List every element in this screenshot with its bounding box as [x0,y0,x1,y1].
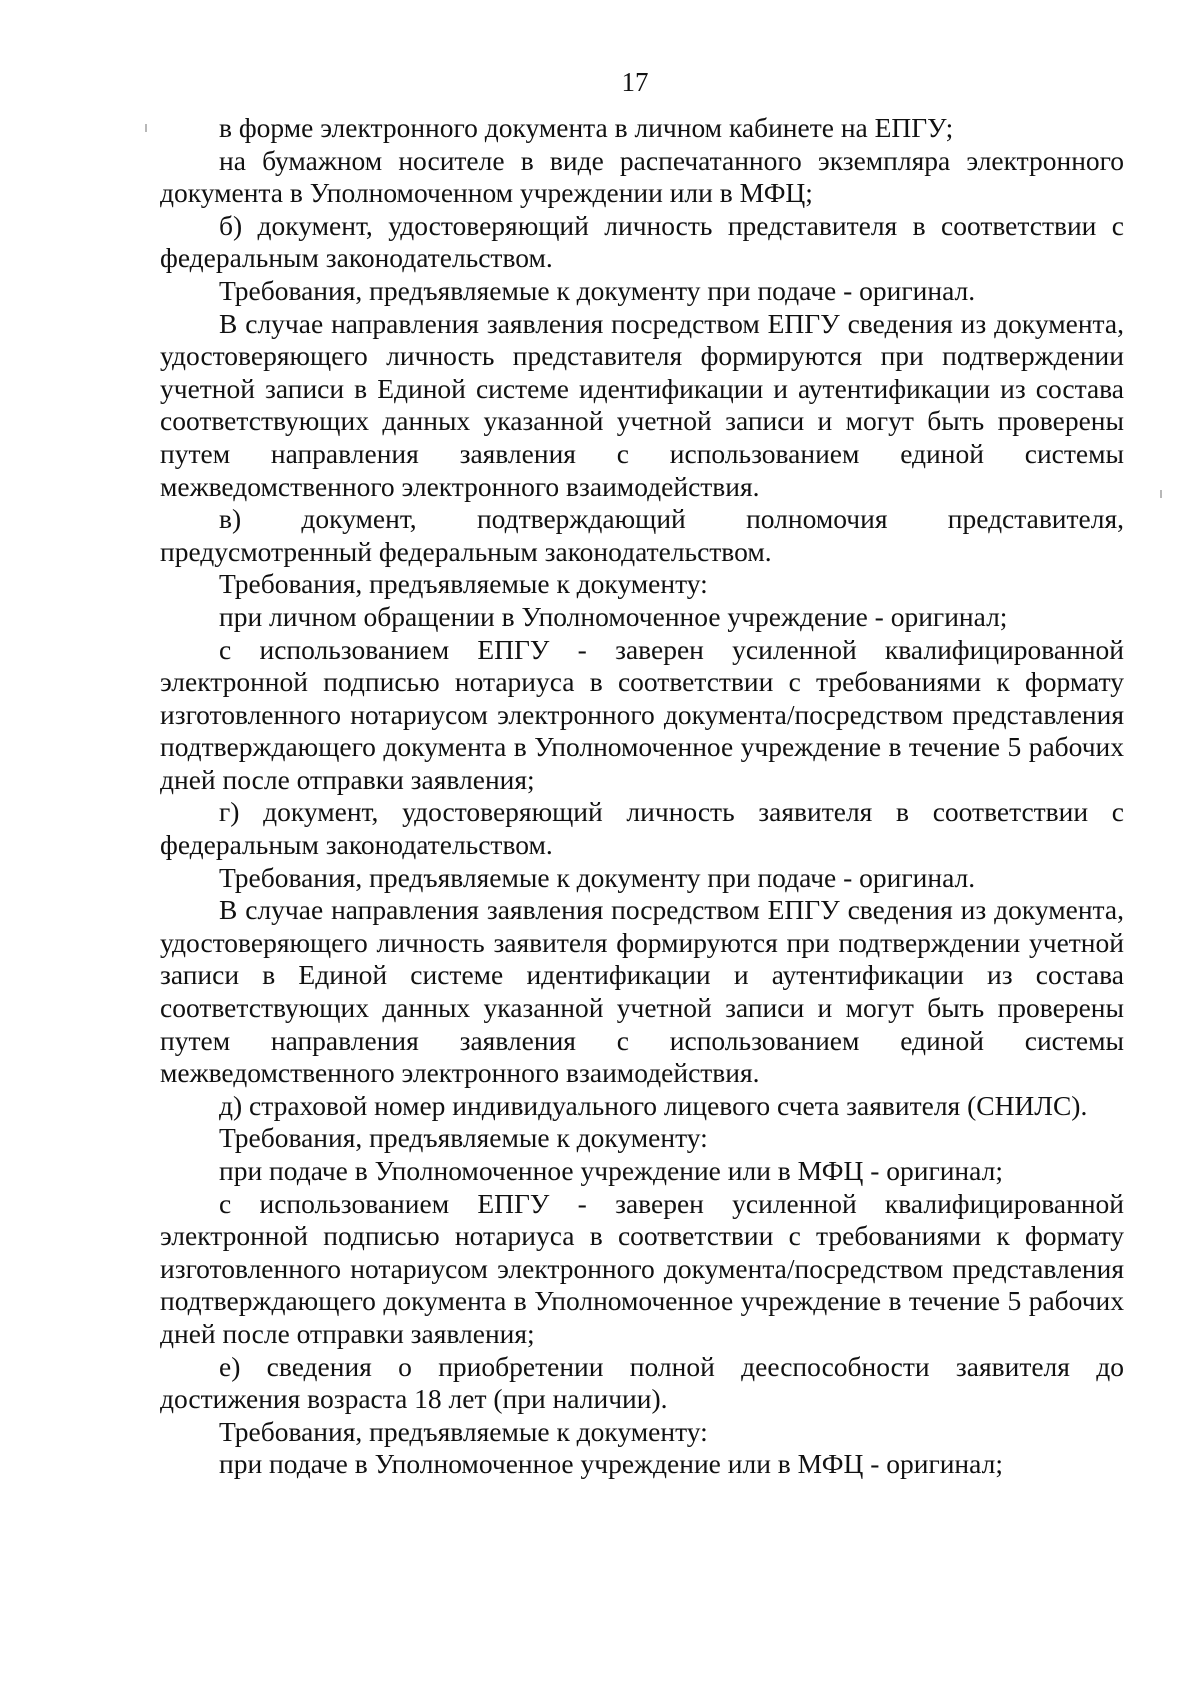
paragraph: Требования, предъявляемые к документу при подаче - оригинал. [219,274,976,306]
paragraph: Требования, предъявляемые к документу при подаче - оригинал. [219,861,976,893]
paragraph: б) документ, удостоверяющий личность представителя в соответствии с федеральным законодательством. [160,209,1124,274]
paragraph: г) документ, удостоверяющий личность заявителя в соответствии с федеральным законодательством. [160,796,1124,861]
paragraph: д) страховой номер индивидуального лицевого счета заявителя (СНИЛС). [219,1089,1088,1121]
paragraph: на бумажном носителе в виде распечатанного экземпляра электронного документа в Уполномоченном учреждении или в МФЦ; [160,144,1124,209]
paragraph: с использованием ЕПГУ - заверен усиленной квалифицированной электронной подписью нотариуса в соответствии с требованиями к формату изготовленного нотариусом электронного документа/посредством представления подтверждающего документа в Уполномоченное учреждение в течение 5 рабочих дней после отправки заявления; [160,1187,1124,1349]
paragraph: с использованием ЕПГУ - заверен усиленной квалифицированной электронной подписью нотариуса в соответствии с требованиями к формату изготовленного нотариусом электронного документа/посредством представления подтверждающего документа в Уполномоченное учреждение в течение 5 рабочих дней после отправки заявления; [160,633,1124,795]
paragraph: Требования, предъявляемые к документу: [219,568,708,600]
paragraph: в) документ, подтверждающий полномочия представителя, предусмотренный федеральным законодательством. [160,503,1124,567]
scan-speck [1160,490,1162,498]
paragraph: при личном обращении в Уполномоченное учреждение - оригинал; [219,600,1008,632]
page-number: 17 [621,67,649,97]
paragraph: при подаче в Уполномоченное учреждение или в МФЦ - оригинал; [219,1448,1003,1480]
paragraph: Требования, предъявляемые к документу: [219,1122,708,1154]
paragraph: В случае направления заявления посредством ЕПГУ сведения из документа, удостоверяющего личность представителя формируются при подтверждении учетной записи в Единой системе идентификации и аутентификации из состава соответствующих данных указанной учетной записи и могут быть проверены путем направления заявления с использованием единой системы межведомственного электронного взаимодействия. [160,307,1124,502]
paragraph: В случае направления заявления посредством ЕПГУ сведения из документа, удостоверяющего личность заявителя формируются при подтверждении учетной записи в Единой системе идентификации и аутентификации из состава соответствующих данных указанной учетной записи и могут быть проверены путем направления заявления с использованием единой системы межведомственного электронного взаимодействия. [160,894,1124,1089]
paragraph: Требования, предъявляемые к документу: [219,1415,708,1447]
paragraph: е) сведения о приобретении полной дееспособности заявителя до достижения возраста 18 лет (при наличии). [160,1350,1124,1415]
document-body [160,112,1124,1481]
scan-speck [145,124,147,132]
paragraph: в форме электронного документа в личном кабинете на ЕПГУ; [219,112,954,143]
paragraph: при подаче в Уполномоченное учреждение или в МФЦ - оригинал; [219,1155,1003,1186]
